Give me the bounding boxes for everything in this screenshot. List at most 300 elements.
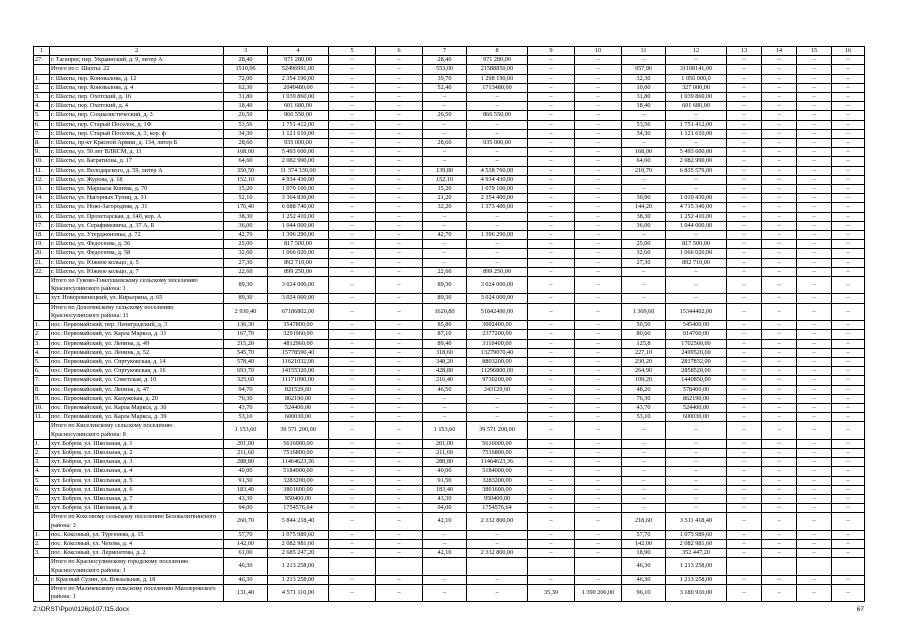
row-number-cell: 1. bbox=[34, 439, 50, 448]
value-cell: 32,60 bbox=[622, 249, 666, 258]
value-cell: – bbox=[467, 575, 528, 584]
value-cell: 28,60 bbox=[423, 139, 467, 148]
value-cell: – bbox=[575, 157, 622, 166]
value-cell: 971 280,00 bbox=[268, 56, 329, 65]
value-cell: – bbox=[622, 139, 666, 148]
value-cell: – bbox=[575, 530, 622, 539]
value-cell: – bbox=[832, 231, 865, 240]
table-row bbox=[34, 139, 865, 148]
row-number-cell: 18. bbox=[34, 231, 50, 240]
value-cell: 183,40 bbox=[224, 485, 268, 494]
value-cell: 2 332 800,00 bbox=[467, 549, 528, 558]
value-cell: – bbox=[376, 93, 423, 102]
row-number-cell: 3. bbox=[34, 93, 50, 102]
value-cell: – bbox=[329, 56, 376, 65]
value-cell: – bbox=[666, 175, 727, 184]
row-number-cell: 4. bbox=[34, 467, 50, 476]
value-cell: – bbox=[762, 120, 797, 129]
value-cell: – bbox=[376, 157, 423, 166]
value-cell: – bbox=[727, 485, 762, 494]
value-cell: – bbox=[622, 439, 666, 448]
value-cell: 53,10 bbox=[224, 413, 268, 422]
value-cell: 42,70 bbox=[224, 231, 268, 240]
table-row bbox=[34, 129, 865, 138]
value-cell: 42,10 bbox=[423, 513, 467, 530]
address-cell: пос. Коксовый, ул. Чехова, д. 4 bbox=[50, 539, 224, 548]
value-cell: – bbox=[528, 575, 575, 584]
value-cell: 183,40 bbox=[423, 485, 467, 494]
address-cell: пос. Первомайский, ул. Карла Маркса, д. 30 bbox=[50, 403, 224, 412]
address-cell: г. Шахты, ул. Багратиона, д. 17 bbox=[50, 157, 224, 166]
value-cell: 957,96 bbox=[622, 65, 666, 74]
value-cell: – bbox=[329, 485, 376, 494]
value-cell: – bbox=[727, 175, 762, 184]
value-cell: 1 213 258,00 bbox=[666, 558, 727, 575]
value-cell: 578400,00 bbox=[666, 385, 727, 394]
value-cell: – bbox=[423, 93, 467, 102]
value-cell: – bbox=[762, 240, 797, 249]
row-number-cell: 1. bbox=[34, 575, 50, 584]
table-row bbox=[34, 348, 865, 357]
value-cell: – bbox=[762, 539, 797, 548]
table-row bbox=[34, 221, 865, 230]
value-cell: – bbox=[467, 240, 528, 249]
address-cell: Итого по Долотинскому сельскому поселению Красносулинского района: 11 bbox=[50, 303, 224, 320]
value-cell: – bbox=[832, 277, 865, 294]
value-cell: – bbox=[329, 476, 376, 485]
value-cell: 38,30 bbox=[622, 212, 666, 221]
address-cell: г. Шахты, ул. Утерджоновка, д. 72 bbox=[50, 231, 224, 240]
column-number-cell: 6 bbox=[376, 47, 423, 56]
row-number-cell: 9. bbox=[34, 394, 50, 403]
value-cell: – bbox=[376, 129, 423, 138]
value-cell: – bbox=[467, 413, 528, 422]
value-cell: 40,00 bbox=[224, 467, 268, 476]
value-cell: 1 396 290,00 bbox=[268, 231, 329, 240]
value-cell: – bbox=[376, 439, 423, 448]
value-cell: 821529,60 bbox=[268, 385, 329, 394]
value-cell: – bbox=[666, 467, 727, 476]
value-cell: – bbox=[329, 339, 376, 348]
value-cell: 6 088 740,00 bbox=[268, 203, 329, 212]
value-cell: – bbox=[423, 584, 467, 601]
value-cell: 1 066 020,00 bbox=[666, 249, 727, 258]
table-row bbox=[34, 439, 865, 448]
value-cell: – bbox=[528, 467, 575, 476]
value-cell: – bbox=[762, 139, 797, 148]
value-cell: 1 309,60 bbox=[622, 303, 666, 320]
table-row bbox=[34, 413, 865, 422]
value-cell: 30,90 bbox=[622, 194, 666, 203]
value-cell: – bbox=[832, 93, 865, 102]
value-cell: – bbox=[528, 93, 575, 102]
row-number-cell: 2. bbox=[34, 539, 50, 548]
column-number-header-row bbox=[34, 47, 865, 56]
value-cell: 51842400,00 bbox=[467, 303, 528, 320]
address-cell: г. Шахты, пер. Охотский, д. 16 bbox=[50, 93, 224, 102]
value-cell: – bbox=[832, 249, 865, 258]
value-cell: 94,00 bbox=[224, 504, 268, 513]
value-cell: 1 252 410,00 bbox=[666, 212, 727, 221]
value-cell: – bbox=[727, 385, 762, 394]
table-row bbox=[34, 212, 865, 221]
value-cell: 10,00 bbox=[622, 83, 666, 92]
value-cell: 25,00 bbox=[622, 240, 666, 249]
table-row bbox=[34, 157, 865, 166]
value-cell: – bbox=[575, 321, 622, 330]
table-row bbox=[34, 111, 865, 120]
row-number-cell: 1. bbox=[34, 74, 50, 83]
value-cell: – bbox=[666, 476, 727, 485]
table-row bbox=[34, 175, 865, 184]
value-cell: – bbox=[376, 231, 423, 240]
value-cell: 892 710,00 bbox=[666, 258, 727, 267]
value-cell: – bbox=[762, 194, 797, 203]
value-cell: – bbox=[528, 530, 575, 539]
value-cell: – bbox=[528, 56, 575, 65]
value-cell: – bbox=[575, 111, 622, 120]
value-cell: 201,00 bbox=[224, 439, 268, 448]
value-cell: – bbox=[528, 448, 575, 457]
value-cell: – bbox=[762, 385, 797, 394]
value-cell: – bbox=[727, 240, 762, 249]
value-cell: – bbox=[528, 539, 575, 548]
value-cell: – bbox=[832, 258, 865, 267]
table-row bbox=[34, 485, 865, 494]
value-cell: – bbox=[575, 403, 622, 412]
value-cell: – bbox=[727, 539, 762, 548]
value-cell: 57,70 bbox=[224, 530, 268, 539]
address-cell: Итого по Мальчевскому сельскому поселению Миллеровского района: 1 bbox=[50, 584, 224, 601]
value-cell bbox=[423, 558, 467, 575]
value-cell: 53,10 bbox=[622, 413, 666, 422]
value-cell: – bbox=[528, 83, 575, 92]
value-cell: – bbox=[376, 65, 423, 74]
value-cell: 61,00 bbox=[224, 549, 268, 558]
value-cell: – bbox=[832, 385, 865, 394]
value-cell: – bbox=[727, 294, 762, 303]
value-cell: – bbox=[832, 111, 865, 120]
value-cell: – bbox=[666, 139, 727, 148]
value-cell: 31108141,00 bbox=[666, 65, 727, 74]
column-number-cell: 7 bbox=[423, 47, 467, 56]
value-cell: 1 373 400,00 bbox=[467, 203, 528, 212]
value-cell: – bbox=[666, 277, 727, 294]
table-row bbox=[34, 575, 865, 584]
housing-table bbox=[33, 46, 865, 602]
value-cell: – bbox=[622, 504, 666, 513]
value-cell: 34,30 bbox=[622, 129, 666, 138]
value-cell: 4 571 110,00 bbox=[268, 584, 329, 601]
value-cell: – bbox=[797, 231, 832, 240]
value-cell: 2 354 400,00 bbox=[467, 194, 528, 203]
value-cell: – bbox=[575, 120, 622, 129]
value-cell: 80,60 bbox=[622, 330, 666, 339]
value-cell: 327 000,00 bbox=[666, 83, 727, 92]
value-cell: – bbox=[832, 65, 865, 74]
value-cell: 428,80 bbox=[423, 367, 467, 376]
value-cell: 1 213 258,00 bbox=[268, 575, 329, 584]
value-cell: – bbox=[329, 93, 376, 102]
value-cell: 3 024 000,00 bbox=[467, 277, 528, 294]
value-cell: – bbox=[762, 74, 797, 83]
address-cell: хут. Бобров, ул. Школьная, д. 7 bbox=[50, 494, 224, 503]
value-cell: – bbox=[762, 65, 797, 74]
value-cell: 3 180 910,00 bbox=[666, 584, 727, 601]
table-row bbox=[34, 249, 865, 258]
row-number-cell: 14. bbox=[34, 194, 50, 203]
value-cell: – bbox=[329, 139, 376, 148]
value-cell: – bbox=[528, 403, 575, 412]
value-cell: – bbox=[575, 476, 622, 485]
address-cell: хут. Бобров, ул. Школьная, д. 6 bbox=[50, 485, 224, 494]
value-cell: 46,30 bbox=[622, 558, 666, 575]
value-cell: 53,56 bbox=[224, 120, 268, 129]
value-cell: – bbox=[832, 321, 865, 330]
value-cell: 4 715 340,00 bbox=[666, 203, 727, 212]
row-number-cell: 8. bbox=[34, 504, 50, 513]
column-number-cell: 8 bbox=[467, 47, 528, 56]
value-cell: – bbox=[727, 530, 762, 539]
table-row bbox=[34, 476, 865, 485]
value-cell: – bbox=[329, 504, 376, 513]
value-cell: – bbox=[797, 476, 832, 485]
value-cell: – bbox=[575, 56, 622, 65]
value-cell: 1702560,00 bbox=[666, 339, 727, 348]
value-cell: – bbox=[575, 485, 622, 494]
value-cell: – bbox=[727, 458, 762, 467]
value-cell: 218,60 bbox=[622, 513, 666, 530]
value-cell bbox=[376, 558, 423, 575]
value-cell: – bbox=[575, 458, 622, 467]
value-cell: 264,90 bbox=[622, 367, 666, 376]
value-cell: – bbox=[762, 504, 797, 513]
value-cell: – bbox=[376, 494, 423, 503]
column-number-cell: 4 bbox=[268, 47, 329, 56]
value-cell: – bbox=[467, 212, 528, 221]
value-cell: – bbox=[832, 348, 865, 357]
value-cell: 136,30 bbox=[224, 321, 268, 330]
value-cell: 348,20 bbox=[423, 357, 467, 366]
value-cell: – bbox=[376, 385, 423, 394]
value-cell: 1 079 100,00 bbox=[268, 185, 329, 194]
value-cell: – bbox=[376, 139, 423, 148]
value-cell: 28,40 bbox=[224, 56, 268, 65]
value-cell: – bbox=[727, 258, 762, 267]
value-cell: 2 082 990,00 bbox=[268, 157, 329, 166]
row-number-cell: 4. bbox=[34, 348, 50, 357]
value-cell: – bbox=[727, 194, 762, 203]
value-cell: – bbox=[528, 458, 575, 467]
value-cell: 87,10 bbox=[423, 330, 467, 339]
value-cell: 94,70 bbox=[224, 385, 268, 394]
value-cell: – bbox=[376, 74, 423, 83]
value-cell: – bbox=[528, 111, 575, 120]
value-cell: – bbox=[329, 530, 376, 539]
value-cell: 13279070,40 bbox=[467, 348, 528, 357]
value-cell: – bbox=[832, 212, 865, 221]
value-cell: – bbox=[797, 321, 832, 330]
value-cell: – bbox=[423, 221, 467, 230]
subtotal-row bbox=[34, 558, 865, 575]
value-cell: – bbox=[797, 56, 832, 65]
value-cell: – bbox=[832, 458, 865, 467]
address-cell: г. Шахты, пер. Старый Поселок, д. 3, кор. ф bbox=[50, 129, 224, 138]
file-path: Z:\ORST\Ppo\0126p107.f15.docx bbox=[33, 606, 130, 613]
value-cell: 935 000,00 bbox=[268, 139, 329, 148]
table-row bbox=[34, 467, 865, 476]
value-cell bbox=[528, 558, 575, 575]
value-cell: 28,40 bbox=[423, 56, 467, 65]
table-row bbox=[34, 120, 865, 129]
value-cell bbox=[797, 558, 832, 575]
address-cell: Итого по Гуково-Гнилушевскому сельскому поселению Красносулинского района: 1 bbox=[50, 277, 224, 294]
value-cell: 2 082 981,60 bbox=[268, 539, 329, 548]
value-cell: – bbox=[528, 240, 575, 249]
value-cell: 89,30 bbox=[423, 294, 467, 303]
value-cell: – bbox=[727, 111, 762, 120]
value-cell: 1713480,00 bbox=[467, 83, 528, 92]
value-cell: – bbox=[376, 367, 423, 376]
value-cell: – bbox=[622, 231, 666, 240]
value-cell: 862190,00 bbox=[666, 394, 727, 403]
value-cell: – bbox=[797, 467, 832, 476]
value-cell: 1754576,64 bbox=[268, 504, 329, 513]
value-cell: – bbox=[575, 575, 622, 584]
value-cell: – bbox=[376, 530, 423, 539]
address-cell: пос. Первомайский, пер. Лениградский, д. 3 bbox=[50, 321, 224, 330]
value-cell: 168,00 bbox=[224, 148, 268, 157]
row-number-cell: 11. bbox=[34, 413, 50, 422]
value-cell: 18,90 bbox=[622, 549, 666, 558]
value-cell: 899 250,00 bbox=[268, 267, 329, 276]
row-number-cell: 27. bbox=[34, 56, 50, 65]
value-cell: 34,30 bbox=[224, 129, 268, 138]
value-cell: 935 000,00 bbox=[467, 139, 528, 148]
value-cell: – bbox=[423, 148, 467, 157]
value-cell: 350,50 bbox=[224, 166, 268, 175]
value-cell: – bbox=[622, 494, 666, 503]
value-cell: 91,50 bbox=[423, 476, 467, 485]
value-cell: – bbox=[832, 539, 865, 548]
value-cell: 11 374 339,00 bbox=[268, 166, 329, 175]
value-cell bbox=[727, 558, 762, 575]
value-cell: – bbox=[832, 439, 865, 448]
table-row bbox=[34, 148, 865, 157]
value-cell: – bbox=[666, 422, 727, 439]
value-cell: – bbox=[528, 394, 575, 403]
value-cell: – bbox=[832, 194, 865, 203]
value-cell: 211,60 bbox=[423, 448, 467, 457]
value-cell: – bbox=[528, 549, 575, 558]
value-cell: – bbox=[376, 467, 423, 476]
value-cell: – bbox=[762, 549, 797, 558]
value-cell: – bbox=[727, 102, 762, 111]
table-row bbox=[34, 530, 865, 539]
table-row bbox=[34, 494, 865, 503]
value-cell: – bbox=[762, 175, 797, 184]
value-cell: – bbox=[797, 294, 832, 303]
value-cell: 4 538 760,00 bbox=[467, 166, 528, 175]
table-row bbox=[34, 231, 865, 240]
value-cell: – bbox=[575, 93, 622, 102]
value-cell: – bbox=[329, 83, 376, 92]
value-cell: 1 390 200,00 bbox=[575, 584, 622, 601]
value-cell bbox=[467, 558, 528, 575]
value-cell: – bbox=[797, 166, 832, 175]
value-cell: – bbox=[727, 584, 762, 601]
value-cell: 2 082 990,00 bbox=[666, 157, 727, 166]
row-number-cell: 1. bbox=[34, 530, 50, 539]
column-number-cell: 15 bbox=[797, 47, 832, 56]
value-cell: – bbox=[727, 476, 762, 485]
value-cell: – bbox=[762, 321, 797, 330]
value-cell: – bbox=[528, 367, 575, 376]
value-cell: – bbox=[832, 357, 865, 366]
value-cell: – bbox=[528, 339, 575, 348]
value-cell: – bbox=[376, 485, 423, 494]
value-cell: – bbox=[832, 367, 865, 376]
value-cell: 260,70 bbox=[224, 513, 268, 530]
value-cell: 899 250,00 bbox=[467, 267, 528, 276]
row-number-cell bbox=[34, 422, 50, 439]
address-cell: пос. Первомайский, ул. Ленина, д. 52 bbox=[50, 348, 224, 357]
value-cell: 64,60 bbox=[622, 157, 666, 166]
value-cell: – bbox=[575, 413, 622, 422]
value-cell: 76,30 bbox=[622, 394, 666, 403]
value-cell: – bbox=[832, 294, 865, 303]
value-cell: – bbox=[797, 240, 832, 249]
value-cell: – bbox=[329, 221, 376, 230]
value-cell: – bbox=[797, 504, 832, 513]
address-cell: г. Шахты, ул. Журова, д. 18 bbox=[50, 175, 224, 184]
value-cell: – bbox=[575, 294, 622, 303]
value-cell: – bbox=[575, 249, 622, 258]
value-cell: – bbox=[528, 185, 575, 194]
value-cell: 28,60 bbox=[224, 139, 268, 148]
value-cell: – bbox=[762, 93, 797, 102]
value-cell: – bbox=[329, 539, 376, 548]
value-cell: 2858520,00 bbox=[666, 367, 727, 376]
value-cell: – bbox=[622, 267, 666, 276]
value-cell: – bbox=[376, 185, 423, 194]
value-cell: – bbox=[797, 439, 832, 448]
value-cell: 4812960,00 bbox=[268, 339, 329, 348]
value-cell: 42,70 bbox=[423, 231, 467, 240]
value-cell: 11464623,36 bbox=[268, 458, 329, 467]
row-number-cell: 12. bbox=[34, 175, 50, 184]
value-cell: – bbox=[832, 221, 865, 230]
value-cell: 1 044 000,00 bbox=[666, 221, 727, 230]
value-cell: – bbox=[467, 394, 528, 403]
table-row bbox=[34, 357, 865, 366]
value-cell: – bbox=[832, 56, 865, 65]
value-cell: – bbox=[727, 504, 762, 513]
value-cell: – bbox=[797, 139, 832, 148]
value-cell: – bbox=[762, 102, 797, 111]
value-cell: – bbox=[762, 56, 797, 65]
row-number-cell: 10. bbox=[34, 157, 50, 166]
value-cell: 46,30 bbox=[622, 575, 666, 584]
value-cell: – bbox=[575, 439, 622, 448]
value-cell: 39 571 200,00 bbox=[467, 422, 528, 439]
value-cell: – bbox=[528, 102, 575, 111]
value-cell: 43,30 bbox=[224, 494, 268, 503]
value-cell: 26,50 bbox=[224, 111, 268, 120]
value-cell: – bbox=[832, 403, 865, 412]
value-cell: – bbox=[727, 129, 762, 138]
value-cell: 211,60 bbox=[224, 448, 268, 457]
